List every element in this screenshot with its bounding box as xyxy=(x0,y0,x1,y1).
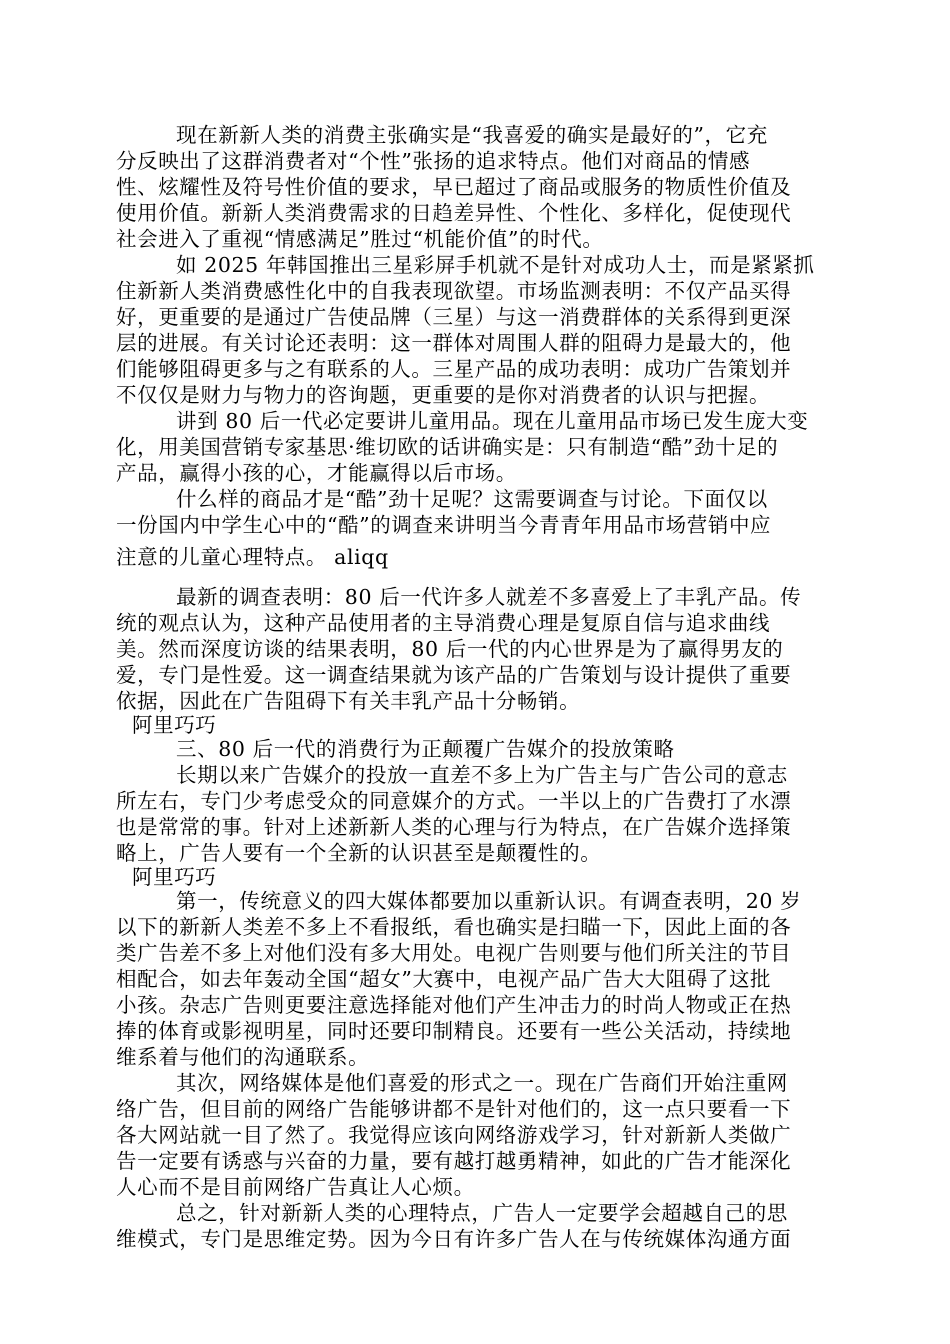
text-line: 如 2025 年韩国推出三星彩屏手机就不是针对成功人士，而是紧紧抓 xyxy=(176,253,815,277)
text-line: 阿里巧巧 xyxy=(132,713,217,737)
text-line: 现在新新人类的消费主张确实是“我喜爱的确实是最好的”，它充 xyxy=(176,123,768,147)
text-line: 注意的儿童心理特点。 aliqq xyxy=(116,545,389,569)
text-line: 以下的新新人类差不多上不看报纸，看也确实是扫瞄一下，因此上面的各 xyxy=(116,915,792,939)
text-line: 层的进展。有关讨论还表明：这一群体对周围人群的阻碍力是最大的，他 xyxy=(116,331,792,355)
text-line: 相配合，如去年轰动全国“超女”大赛中，电视产品广告大大阻碍了这批 xyxy=(116,967,772,991)
text-line: 长期以来广告媒介的投放一直差不多上为广告主与广告公司的意志 xyxy=(176,763,788,787)
text-line: 社会进入了重视“情感满足”胜过“机能价值”的时代。 xyxy=(116,227,604,251)
text-line: 化，用美国营销专家基思·维切欧的话讲确实是：只有制造“酷”劲十足的 xyxy=(116,435,779,459)
text-line: 不仅仅是财力与物力的咨询题，更重要的是你对消费者的认识与把握。 xyxy=(116,383,771,407)
text-line: 人心而不是目前网络广告真让人心烦。 xyxy=(116,1175,475,1199)
text-line: 也是常常的事。针对上述新新人类的心理与行为特点，在广告媒介选择策 xyxy=(116,815,792,839)
text-line: 依据，因此在广告阻碍下有关丰乳产品十分畅销。 xyxy=(116,689,581,713)
text-line: 使用价值。新新人类消费需求的日趋差异性、个性化、多样化，促使现代 xyxy=(116,201,792,225)
text-line: 类广告差不多上对他们没有多大用处。电视广告则要与他们所关注的节目 xyxy=(116,941,792,965)
text-line: 各大网站就一目了然了。我觉得应该向网络游戏学习，针对新新人类做广 xyxy=(116,1123,792,1147)
text-line: 维系着与他们的沟通联系。 xyxy=(116,1045,370,1069)
text-line: 什么样的商品才是“酷”劲十足呢？这需要调查与讨论。下面仅以 xyxy=(176,487,768,511)
text-line: 美。然而深度访谈的结果表明，80 后一代的内心世界是为了赢得男友的 xyxy=(116,637,784,661)
text-line: 们能够阻碍更多与之有联系的人。三星产品的成功表明：成功广告策划并 xyxy=(116,357,792,381)
text-line: 好，更重要的是通过广告使品牌（三星）与这一消费群体的关系得到更深 xyxy=(116,305,792,329)
text-line: 分反映出了这群消费者对“个性”张扬的追求特点。他们对商品的情感 xyxy=(116,149,751,173)
text-line: 一份国内中学生心中的“酷”的调查来讲明当今青青年用品市场营销中应 xyxy=(116,513,772,537)
text-line: 三、80 后一代的消费行为正颠覆广告媒介的投放策略 xyxy=(176,737,675,761)
text-line: 产品，赢得小孩的心，才能赢得以后市场。 xyxy=(116,461,517,485)
text-line: 总之，针对新新人类的心理特点，广告人一定要学会超越自己的思 xyxy=(176,1201,788,1225)
text-line: 小孩。杂志广告则更要注意选择能对他们产生冲击力的时尚人物或正在热 xyxy=(116,993,792,1017)
text-line: 爱，专门是性爱。这一调查结果就为该产品的广告策划与设计提供了重要 xyxy=(116,663,792,687)
text-line: 捧的体育或影视明星，同时还要印制精良。还要有一些公关活动，持续地 xyxy=(116,1019,792,1043)
text-line: 络广告，但目前的网络广告能够讲都不是针对他们的，这一点只要看一下 xyxy=(116,1097,792,1121)
text-line: 所左右，专门少考虑受众的同意媒介的方式。一半以上的广告费打了水漂 xyxy=(116,789,792,813)
text-line: 第一，传统意义的四大媒体都要加以重新认识。有调查表明，20 岁 xyxy=(176,889,802,913)
text-line: 讲到 80 后一代必定要讲儿童用品。现在儿童用品市场已发生庞大变 xyxy=(176,409,809,433)
text-line: 维模式，专门是思维定势。因为今日有许多广告人在与传统媒体沟通方面 xyxy=(116,1227,792,1251)
text-line: 阿里巧巧 xyxy=(132,865,217,889)
text-line: 略上，广告人要有一个全新的认识甚至是颠覆性的。 xyxy=(116,841,602,865)
text-line: 性、炫耀性及符号性价值的要求，早已超过了商品或服务的物质性价值及 xyxy=(116,175,792,199)
text-line: 最新的调查表明：80 后一代许多人就差不多喜爱上了丰乳产品。传 xyxy=(176,585,802,609)
text-line: 住新新人类消费感性化中的自我表现欲望。市场监测表明：不仅产品买得 xyxy=(116,279,792,303)
text-line: 其次，网络媒体是他们喜爱的形式之一。现在广告商们开始注重网 xyxy=(176,1071,788,1095)
text-line: 告一定要有诱惑与兴奋的力量，要有越打越勇精神，如此的广告才能深化 xyxy=(116,1149,792,1173)
text-line: 统的观点认为，这种产品使用者的主导消费心理是复原自信与追求曲线 xyxy=(116,611,771,635)
